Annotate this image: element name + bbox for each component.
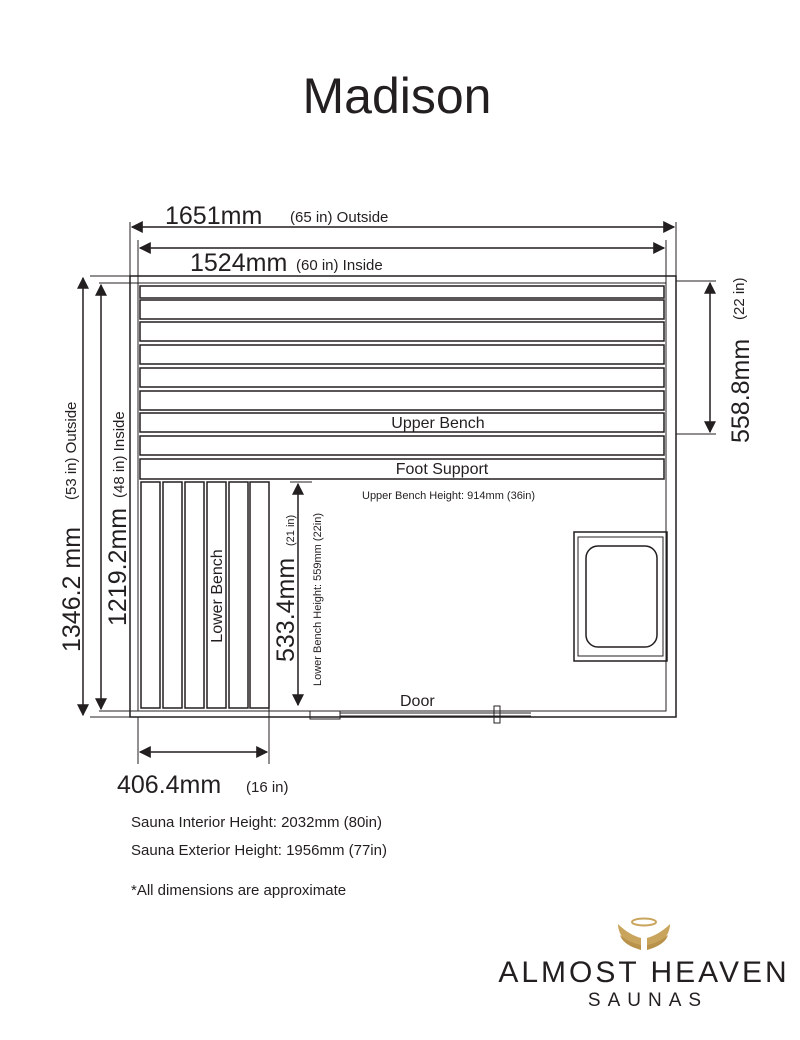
page-title: Madison [302,68,492,124]
brand-sub: SAUNAS [587,990,709,1011]
interior-height-note: Sauna Interior Height: 2032mm (80in) [131,814,382,831]
outside-width-value: 1651mm [165,202,263,230]
foot-support-label: Foot Support [395,461,489,478]
foot-support [140,459,664,479]
upper-bench-label: Upper Bench [391,415,485,432]
inside-width-value: 1524mm [190,249,288,277]
upper-bench [140,286,664,455]
upper-bench-depth-inch: (22 in) [731,277,748,320]
lower-bench-depth-value: 533.4mm [272,557,300,662]
outside-width-inch: (65 in) Outside [290,209,389,226]
lower-bench-width-inch: (16 in) [246,779,289,796]
exterior-height-note: Sauna Exterior Height: 1956mm (77in) [131,842,387,859]
lower-bench-depth-inch: (21 in) [285,514,297,546]
outside-depth-value: 1346.2 mm [58,526,86,652]
inside-depth-value: 1219.2mm [104,507,132,626]
upper-bench-depth-value: 558.8mm [727,338,755,443]
lower-bench-width-value: 406.4mm [117,771,222,799]
inside-width-inch: (60 in) Inside [296,257,383,274]
halo-wings-icon [618,919,670,951]
brand-name: ALMOST HEAVEN [498,956,790,989]
approximate-note: *All dimensions are approximate [131,882,347,899]
door-label: Door [400,693,435,710]
door [270,693,531,723]
inside-depth-inch: (48 in) Inside [111,411,128,498]
outside-depth-dimension [58,278,86,715]
inside-depth-dimension [101,285,132,709]
lower-bench-height: Lower Bench Height: 559mm (22in) [312,512,324,686]
outside-depth-inch: (53 in) Outside [63,401,80,500]
lower-bench-label: Lower Bench [209,549,226,643]
lower-bench [141,482,269,708]
almost-heaven-logo [498,919,789,1012]
upper-bench-depth-dimension [710,277,755,443]
lower-bench-depth-dimension [272,482,324,705]
sauna-heater [574,532,667,661]
lower-bench-width-dimension [117,708,289,799]
upper-bench-height: Upper Bench Height: 914mm (36in) [362,490,536,502]
